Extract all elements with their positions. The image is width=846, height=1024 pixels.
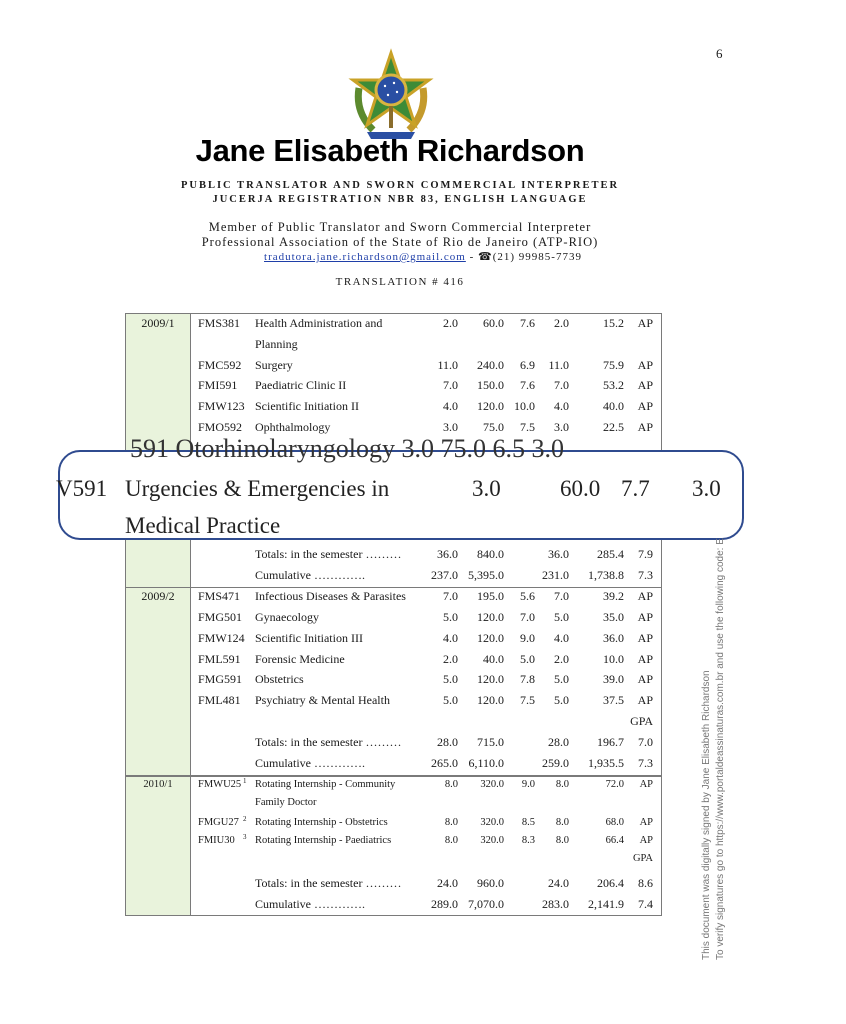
value-cell: AP [637, 378, 653, 393]
value-cell: AP [637, 672, 653, 687]
subject-cell: Cumulative …………. [255, 897, 365, 911]
magnified-value: 3.0 [692, 476, 721, 501]
value-cell: 285.4 [597, 547, 624, 561]
footnote-marker: 1 [243, 777, 247, 785]
value-cell: 5.6 [520, 588, 535, 603]
value-cell: AP [639, 835, 653, 846]
value-cell: 7.5 [520, 420, 535, 434]
course-code-cell: FML591 [198, 651, 241, 666]
subject-cell: Totals: in the semester ……… [255, 876, 402, 890]
value-cell: 39.0 [603, 672, 624, 687]
translator-name: Jane Elisabeth Richardson [195, 133, 585, 168]
value-cell: 40.0 [603, 399, 624, 414]
membership-line-2: Professional Association of the State of Rio de Janeiro (ATP-RIO) [201, 235, 599, 249]
value-cell: 7.3 [638, 567, 653, 582]
value-cell: 237.0 [431, 567, 458, 582]
value-cell: 960.0 [477, 876, 504, 890]
magnified-value: 3.0 [472, 476, 501, 501]
course-code-cell: FMI591 [198, 378, 238, 393]
translation-number: TRANSLATION # 416 [335, 276, 465, 288]
value-cell: 37.5 [603, 693, 624, 708]
value-cell: 7.6 [520, 316, 535, 330]
table-row [0, 631, 800, 651]
value-cell: 320.0 [480, 835, 504, 846]
value-cell: 2.0 [554, 651, 569, 666]
magnified-partial-row: 591 Otorhinolaryngology 3.0 75.0 6.5 3.0 [130, 434, 565, 463]
value-cell: 120.0 [477, 399, 504, 414]
magnified-course-code: V591 [56, 476, 108, 501]
translator-title: PUBLIC TRANSLATOR AND SWORN COMMERCIAL INTERPRETER [180, 180, 620, 191]
value-cell: 7.4 [638, 897, 653, 911]
subject-cell: Surgery [255, 357, 293, 372]
subject-cell: Scientific Initiation III [255, 630, 363, 645]
value-cell: 2,141.9 [588, 897, 624, 911]
value-cell: 28.0 [437, 735, 458, 750]
value-cell: 7.3 [638, 756, 653, 770]
value-cell: 196.7 [597, 735, 624, 750]
value-cell: AP [637, 420, 653, 434]
value-cell: 8.6 [638, 876, 653, 890]
table-row [0, 652, 800, 672]
value-cell: 8.5 [521, 817, 535, 828]
value-cell: AP [637, 399, 653, 414]
course-code-cell: FMIU30 [198, 835, 235, 846]
value-cell: 7.0 [443, 588, 458, 603]
value-cell: 8.0 [555, 835, 569, 846]
value-cell: 7.0 [554, 378, 569, 393]
email-link[interactable]: tradutora.jane.richardson@gmail.com [264, 251, 466, 263]
value-cell: 4.0 [554, 630, 569, 645]
signature-line-1: This document was digitally signed by Jane Elisabeth Richardson [701, 670, 712, 960]
value-cell: 320.0 [480, 779, 504, 790]
subject-cell: Totals: in the semester ……… [255, 547, 402, 561]
value-cell: 840.0 [477, 547, 504, 561]
membership-line-1: Member of Public Translator and Sworn Commercial Interpreter [208, 220, 592, 234]
value-cell: 320.0 [480, 817, 504, 828]
value-cell: 36.0 [548, 547, 569, 561]
value-cell: 9.0 [520, 630, 535, 645]
table-row [0, 316, 800, 336]
value-cell: AP [637, 693, 653, 708]
table-row [0, 547, 800, 567]
value-cell: 8.0 [555, 779, 569, 790]
table-row [0, 589, 800, 609]
subject-cell: Rotating Internship - Obstetrics [255, 817, 388, 828]
value-cell: 7.0 [520, 609, 535, 624]
table-row [0, 779, 800, 799]
value-cell: AP [637, 630, 653, 645]
contact-line [0, 250, 846, 263]
value-cell: 60.0 [483, 316, 504, 330]
table-row [0, 735, 800, 755]
semester-cell: 2010/1 [143, 779, 173, 790]
table-row [0, 337, 800, 357]
value-cell: 8.0 [444, 835, 458, 846]
value-cell: AP [637, 588, 653, 603]
value-cell: 2.0 [443, 316, 458, 330]
value-cell: AP [637, 651, 653, 666]
table-row [0, 817, 800, 837]
value-cell: 283.0 [542, 897, 569, 911]
subject-cell: Forensic Medicine [255, 651, 345, 666]
table-row [0, 714, 800, 734]
table-row [0, 378, 800, 398]
value-cell: 120.0 [477, 693, 504, 708]
value-cell: 8.0 [444, 779, 458, 790]
value-cell: 36.0 [603, 630, 624, 645]
value-cell: 231.0 [542, 567, 569, 582]
magnified-value: 7.7 [621, 476, 650, 501]
table-row [0, 797, 800, 817]
value-cell: 7.0 [443, 378, 458, 393]
value-cell: 53.2 [603, 378, 624, 393]
table-row [0, 897, 800, 917]
footnote-marker: 3 [243, 833, 247, 841]
value-cell: 265.0 [431, 756, 458, 770]
value-cell: 24.0 [437, 876, 458, 890]
value-cell: 8.0 [444, 817, 458, 828]
value-cell: 11.0 [437, 357, 458, 372]
value-cell: 10.0 [514, 399, 535, 414]
value-cell: 120.0 [477, 672, 504, 687]
value-cell: GPA [632, 853, 653, 864]
table-row [0, 610, 800, 630]
value-cell: 35.0 [603, 609, 624, 624]
value-cell: 7,070.0 [468, 897, 504, 911]
table-row [0, 358, 800, 378]
magnifier-overlay [56, 434, 744, 540]
value-cell: 8.0 [555, 817, 569, 828]
page-number: 6 [716, 46, 723, 61]
subject-cell: Rotating Internship - Paediatrics [255, 835, 392, 846]
subject-cell: Rotating Internship - Community [255, 779, 396, 790]
table-row [0, 876, 800, 896]
semester-divider-2010-1-double [125, 776, 662, 777]
value-cell: 28.0 [548, 735, 569, 750]
semester-cell: 2009/2 [141, 588, 175, 603]
subject-cell: Cumulative …………. [255, 567, 365, 582]
value-cell: AP [637, 357, 653, 372]
value-cell: 7.9 [638, 547, 653, 561]
course-code-cell: FMW124 [198, 630, 245, 645]
value-cell: 39.2 [603, 588, 624, 603]
subject-cell: Gynaecology [255, 609, 319, 624]
subject-cell: Health Administration and [255, 316, 383, 330]
value-cell: 5.0 [554, 693, 569, 708]
value-cell: AP [639, 779, 653, 790]
table-row [0, 568, 800, 588]
footnote-marker: 2 [243, 815, 247, 823]
value-cell: 9.0 [521, 779, 535, 790]
value-cell: 75.9 [603, 357, 624, 372]
value-cell: 4.0 [554, 399, 569, 414]
subject-cell: Family Doctor [255, 797, 317, 808]
value-cell: 120.0 [477, 609, 504, 624]
subject-cell: Cumulative …………. [255, 756, 365, 770]
table-row [0, 853, 800, 873]
value-cell: 24.0 [548, 876, 569, 890]
subject-cell: Totals: in the semester ……… [255, 735, 402, 750]
value-cell: 11.0 [548, 357, 569, 372]
phone-icon: ☎ [478, 251, 493, 263]
course-code-cell: FMGU27 [198, 817, 239, 828]
subject-cell: Infectious Diseases & Parasites [255, 588, 406, 603]
value-cell: 7.5 [520, 693, 535, 708]
value-cell: 259.0 [542, 756, 569, 770]
table-row [0, 835, 800, 855]
subject-cell: Planning [255, 336, 298, 351]
value-cell: AP [639, 817, 653, 828]
value-cell: 4.0 [443, 630, 458, 645]
value-cell: 66.4 [605, 835, 624, 846]
registration-line: JUCERJA REGISTRATION NBR 83, ENGLISH LANGUAGE [212, 194, 588, 205]
value-cell: 289.0 [431, 897, 458, 911]
value-cell: 68.0 [605, 817, 624, 828]
value-cell: 72.0 [605, 779, 624, 790]
magnified-subject-line-2: Medical Practice [125, 513, 281, 538]
course-code-cell: FMG591 [198, 672, 243, 687]
course-code-cell: FMO592 [198, 420, 243, 434]
value-cell: 5.0 [554, 672, 569, 687]
table-row [0, 672, 800, 692]
value-cell: 240.0 [477, 357, 504, 372]
value-cell: 3.0 [554, 420, 569, 434]
value-cell: 2.0 [443, 651, 458, 666]
value-cell: 5,395.0 [468, 567, 504, 582]
value-cell: 206.4 [597, 876, 624, 890]
value-cell: 22.5 [603, 420, 624, 434]
value-cell: 7.0 [638, 735, 653, 750]
course-code-cell: FMC592 [198, 357, 242, 372]
value-cell: 1,738.8 [588, 567, 624, 582]
subject-cell: Obstetrics [255, 672, 304, 687]
signature-line-2: To verify signatures go to https://www.portaldeassinaturas.com.br and use the following code: E [715, 538, 726, 960]
subject-cell: Ophthalmology [255, 420, 331, 434]
value-cell: 5.0 [443, 672, 458, 687]
value-cell: 150.0 [477, 378, 504, 393]
value-cell: GPA [630, 714, 653, 729]
value-cell: 36.0 [437, 547, 458, 561]
value-cell: 5.0 [554, 609, 569, 624]
value-cell: 195.0 [477, 588, 504, 603]
course-code-cell: FMWU25 [198, 779, 242, 790]
value-cell: 4.0 [443, 399, 458, 414]
table-row [0, 399, 800, 419]
subject-cell: Paediatric Clinic II [255, 378, 347, 393]
course-code-cell: FMS381 [198, 316, 241, 330]
value-cell: 10.0 [603, 651, 624, 666]
contact-separator: - [465, 251, 479, 263]
table-row [0, 756, 800, 776]
magnified-subject-line-1: Urgencies & Emergencies in [125, 476, 390, 501]
value-cell: 6,110.0 [468, 756, 504, 770]
value-cell: 7.6 [520, 378, 535, 393]
subject-cell: Scientific Initiation II [255, 399, 359, 414]
magnified-value: 60.0 [560, 476, 601, 501]
value-cell: 7.0 [554, 588, 569, 603]
value-cell: 2.0 [554, 316, 569, 330]
value-cell: 15.2 [603, 316, 624, 330]
course-code-cell: FMW123 [198, 399, 245, 414]
value-cell: AP [637, 316, 653, 330]
phone-number: (21) 99985-7739 [492, 251, 582, 263]
value-cell: 6.9 [520, 357, 535, 372]
subject-cell: Psychiatry & Mental Health [255, 693, 390, 708]
value-cell: 5.0 [443, 609, 458, 624]
value-cell: 715.0 [477, 735, 504, 750]
value-cell: 40.0 [483, 651, 504, 666]
value-cell: 8.3 [521, 835, 535, 846]
value-cell: 3.0 [443, 420, 458, 434]
value-cell: 120.0 [477, 630, 504, 645]
brazil-coat-of-arms-seal [345, 50, 437, 142]
value-cell: 1,935.5 [588, 756, 624, 770]
semester-cell: 2009/1 [141, 316, 175, 330]
value-cell: 5.0 [443, 693, 458, 708]
value-cell: AP [637, 609, 653, 624]
table-row [0, 693, 800, 713]
course-code-cell: FML481 [198, 693, 241, 708]
value-cell: 75.0 [483, 420, 504, 434]
value-cell: 5.0 [520, 651, 535, 666]
value-cell: 7.8 [520, 672, 535, 687]
course-code-cell: FMS471 [198, 588, 241, 603]
course-code-cell: FMG501 [198, 609, 243, 624]
